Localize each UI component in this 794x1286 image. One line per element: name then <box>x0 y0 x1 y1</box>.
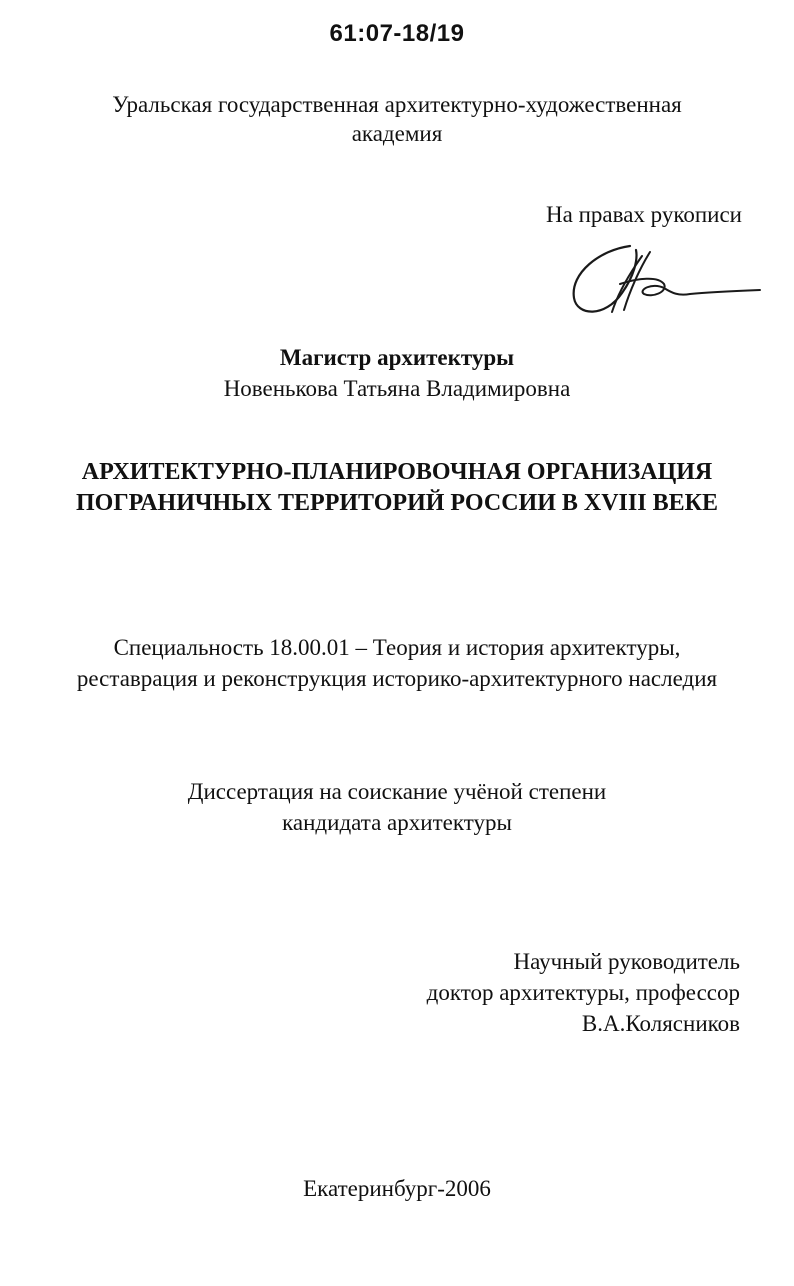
supervisor-role: Научный руководитель <box>513 949 740 974</box>
manuscript-rights-note: На правах рукописи <box>546 202 742 227</box>
dissertation-purpose <box>40 776 754 838</box>
dissertation-line-2: кандидата архитектуры <box>282 810 512 835</box>
specialty-line-2: реставрация и реконструкция историко-архитектурного наследия <box>76 666 718 691</box>
specialty-statement <box>40 632 754 694</box>
institution-name <box>60 90 734 148</box>
author-name: Новенькова Татьяна Владимировна <box>223 376 571 401</box>
title-line-2: ПОГРАНИЧНЫХ ТЕРРИТОРИЙ РОССИИ В XVIII ВЕКЕ <box>76 490 718 516</box>
specialty-line-1: Специальность 18.00.01 – Теория и история архитектуры, <box>113 635 681 660</box>
dissertation-line-1: Диссертация на соискание учёной степени <box>187 779 607 804</box>
supervisor-name: В.А.Колясников <box>581 1011 740 1036</box>
registration-code: 61:07-18/19 <box>329 20 465 47</box>
title-line-1: АРХИТЕКТУРНО-ПЛАНИРОВОЧНАЯ ОРГАНИЗАЦИЯ <box>81 459 713 485</box>
dissertation-title <box>40 457 754 519</box>
city-year: Екатеринбург-2006 <box>303 1176 491 1201</box>
supervisor-credentials: доктор архитектуры, профессор <box>426 980 740 1005</box>
supervisor-block <box>427 946 740 1039</box>
signature-icon <box>560 238 770 328</box>
author-degree: Магистр архитектуры <box>279 345 515 370</box>
institution-line-2: академия <box>351 121 443 146</box>
institution-line-1: Уральская государственная архитектурно-художественная <box>112 92 682 117</box>
